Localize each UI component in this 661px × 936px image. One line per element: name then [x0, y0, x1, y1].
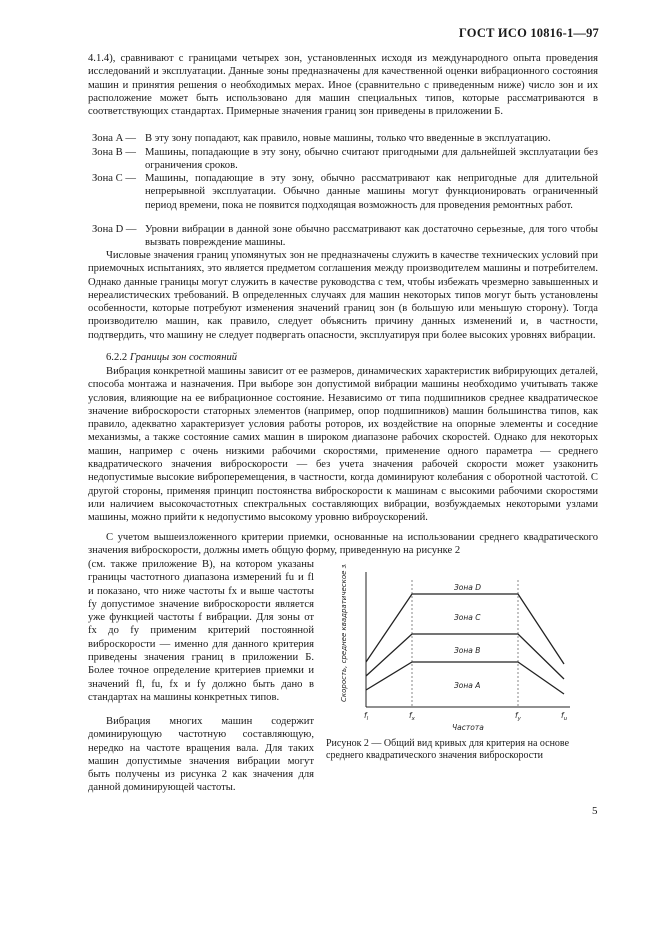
numeric-limits-paragraph: Числовые значения границ упомянутых зон не предназначены служить в качестве технических условий при приемочных испытаниях, это является предметом соглашения между производителем машины и потребителем. Однако данные границы могут служить в качестве руководства с тем, чтобы избежать чрезмерно завышенных и нереалистических требований. В определенных случаях для машин некоторых типов могут быть установлены особенности, которые потребуют изменения значений границ зон (в большую или меньшую сторону). Тогда производителю машин, как правило, следует объяснить причину данных изменений и, в частности, подтвердить, что машину не следует подвергать опасности, эксплуатируя при более высоких уровнях вибрации. [88, 250, 598, 341]
zone-a-item [92, 132, 598, 145]
page-number: 5 [592, 805, 598, 817]
zone-c-text: Машины, попадающие в эту зону, обычно рассматривают как непригодные для длительной непрерывной эксплуатации. Обычно данные машины могут функционировать ограниченный период времени, пока не появится подходящая возможность для проведения ремонтных работ. [145, 173, 598, 211]
zone-d-label: Зона D — [92, 224, 137, 235]
zone-b-item [92, 146, 598, 173]
tick-fu: $f_u$ [561, 711, 568, 722]
y-axis-label: Скорость, среднее квадратическое значение [340, 564, 348, 702]
subsection-heading [106, 351, 237, 364]
vibration-paragraph: Вибрация конкретной машины зависит от ее размеров, динамических характеристик вибрирующих деталей, способа монтажа и назначения. При выборе зон допустимой вибрации машины необходимо учитывать также условия, влияющие на ее вибрационное состояние. Независимо от типа подшипников среднее квадратическое значение виброскорости статорных элементов (например, опор подшипников) машин большинства типов, как правило, адекватно характеризует условия работы роторов, их воздействие на опорные элементы и соседние механизмы, а также состояние самих машин в широком диапазоне рабочих скоростей. Однако для некоторых машин, например с очень низкими рабочими скоростями, применение одного параметра — среднего квадратического значения виброскорости — без учета значения рабочей скорости может узаконить недопустимые высокие виброперемещения, в частности, когда доминируют колебания с оборотной частотой. С другой стороны, применяя принцип постоянства виброскорости к машинам с высокими рабочими скоростями или наличием высокочастотных спектральных составляющих вибрации, возбуждаемых некоторыми узлами машины, можно прийти к недопустимо высокому уровню виброускорений. [88, 366, 598, 524]
zone-b-chart-label: Зона B [454, 646, 481, 655]
y-axis-label-group [340, 564, 348, 702]
document-header: ГОСТ ИСО 10816-1—97 [458, 26, 599, 40]
zone-d-text: Уровни вибрации в данной зоне обычно рассматривают как достаточно серьезные, для того чтобы вызвать повреждение машины. [145, 224, 598, 249]
subsection-number: 6.2.2 [106, 352, 128, 363]
tick-fy: $f_y$ [515, 711, 521, 722]
tick-fl: $f_l$ [364, 711, 369, 722]
figure-2 [324, 564, 599, 736]
zone-a-label: Зона A — [92, 133, 136, 144]
subsection-title: Границы зон состояний [129, 352, 238, 363]
tick-fx: $f_x$ [409, 711, 415, 722]
zone-a-chart-label: Зона A [454, 681, 481, 690]
zone-c-label: Зона C — [92, 173, 136, 184]
zone-b-label: Зона B — [92, 147, 136, 158]
left-column-paragraph-1: (см. также приложение В), на котором указаны границы частотного диапазона измерений fu и fl и показано, что ниже частоты fx и выше частоты fy допустимое значение виброскорости является уже функцией частоты f вибрации. Для зоны от fx до fy применим критерий постоянной виброскорости — именно для данного критерия приведены значения границ в приложении Б. Более точное определение критериев приемки и значений fl, fu, fx и fy должно быть дано в стандартах на машины конкретных типов. [88, 559, 314, 703]
zone-c-item [92, 172, 598, 212]
zone-d-chart-label: Зона D [454, 583, 482, 592]
zone-b-text: Машины, попадающие в эту зону, обычно считают пригодными для дальнейшей эксплуатации без ограничения сроков. [145, 147, 598, 172]
zone-c-chart-label: Зона C [454, 613, 481, 622]
intro-paragraph: 4.1.4), сравнивают с границами четырех зон, установленных исходя из международного опыта проведения исследований и эксплуатации. Данные зоны предназначены для качественной оценки вибрационного состояния машин и принятия решения о необходимых мерах. Иное (сравнительно с приведенным ниже) число зон и их расположение может быть использовано для машин специальных типов, которые рассматриваются в соответствующих стандартах. Примерные значения границ зон приведены в приложении Б. [88, 53, 598, 118]
criteria-paragraph: С учетом вышеизложенного критерии приемки, основанные на использовании среднего квадратического значения виброскорости, должны иметь общую форму, приведенную на рисунке 2 [88, 532, 598, 557]
zone-curves-chart [324, 564, 599, 736]
figure-caption: Рисунок 2 — Общий вид кривых для критерия на основе среднего квадратического значения виброскорости [326, 738, 570, 762]
left-column-paragraph-2: Вибрация многих машин содержит доминирующую частотную составляющую, нередко на частоте вращения вала. Для таких машин допустимые значения вибрации могут быть получены из рисунка 2 как значения для данной доминирующей частоты. [88, 716, 314, 794]
zone-a-text: В эту зону попадают, как правило, новые машины, только что введенные в эксплуатацию. [145, 133, 551, 144]
zone-d-item [92, 223, 598, 250]
x-axis-label: Частота [452, 723, 484, 732]
